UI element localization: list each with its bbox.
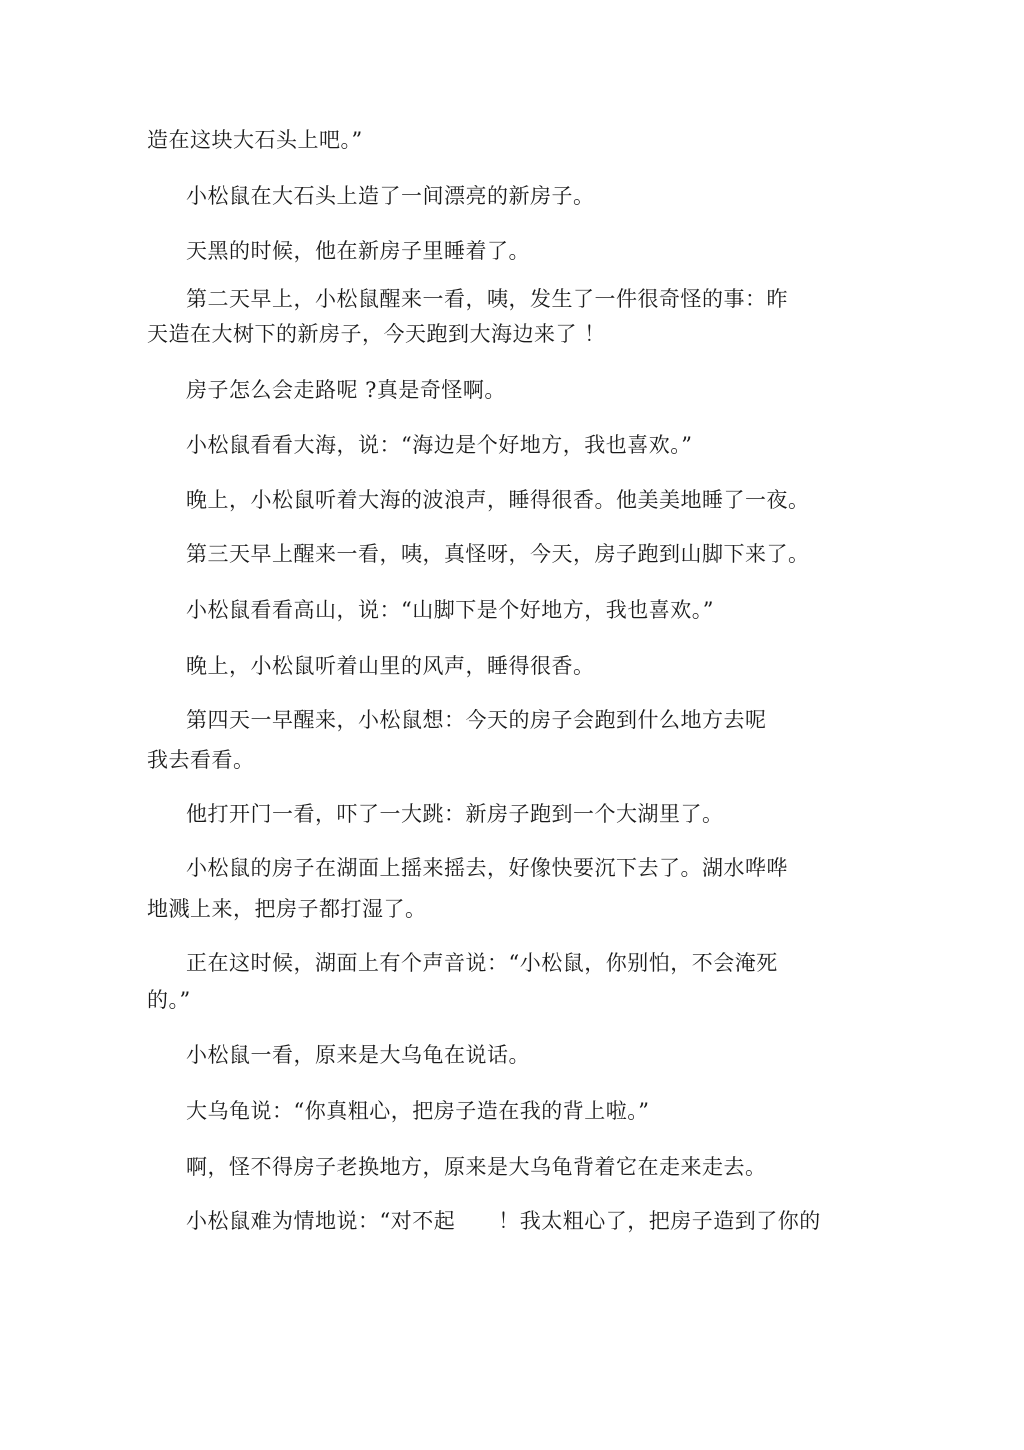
text-line: 第二天早上，小松鼠醒来一看，咦，发生了一件很奇怪的事：昨	[186, 287, 788, 311]
text-line: 第三天早上醒来一看，咦，真怪呀，今天，房子跑到山脚下来了。	[186, 542, 810, 566]
text-line: 的。”	[147, 988, 191, 1012]
text-line: 天黑的时候，他在新房子里睡着了。	[186, 239, 530, 263]
text-line: 正在这时候，湖面上有个声音说：“小松鼠，你别怕，不会淹死	[186, 951, 778, 975]
text-line: 小松鼠难为情地说：“对不起 ！我太粗心了，把房子造到了你的	[186, 1209, 821, 1233]
text-line: 晚上，小松鼠听着大海的波浪声，睡得很香。他美美地睡了一夜。	[186, 488, 810, 512]
text-line: 小松鼠的房子在湖面上摇来摇去，好像快要沉下去了。湖水哗哗	[186, 856, 788, 880]
text-line: 他打开门一看，吓了一大跳：新房子跑到一个大湖里了。	[186, 802, 724, 826]
text-line: 房子怎么会走路呢 ?真是奇怪啊。	[186, 378, 506, 402]
text-line: 地溅上来，把房子都打湿了。	[147, 897, 427, 921]
text-line: 造在这块大石头上吧。”	[147, 128, 363, 152]
text-line: 小松鼠一看，原来是大乌龟在说话。	[186, 1043, 530, 1067]
text-line: 天造在大树下的新房子，今天跑到大海边来了 ！	[147, 322, 606, 346]
text-line: 小松鼠在大石头上造了一间漂亮的新房子。	[186, 184, 595, 208]
text-line: 晚上，小松鼠听着山里的风声，睡得很香。	[186, 654, 595, 678]
text-line: 小松鼠看看高山，说：“山脚下是个好地方，我也喜欢。”	[186, 598, 714, 622]
text-line: 大乌龟说：“你真粗心，把房子造在我的背上啦。”	[186, 1099, 650, 1123]
text-line: 我去看看。	[147, 748, 255, 772]
text-line: 啊，怪不得房子老换地方，原来是大乌龟背着它在走来走去。	[186, 1155, 767, 1179]
text-line: 第四天一早醒来，小松鼠想：今天的房子会跑到什么地方去呢	[186, 708, 767, 732]
text-line: 小松鼠看看大海，说：“海边是个好地方，我也喜欢。”	[186, 433, 693, 457]
